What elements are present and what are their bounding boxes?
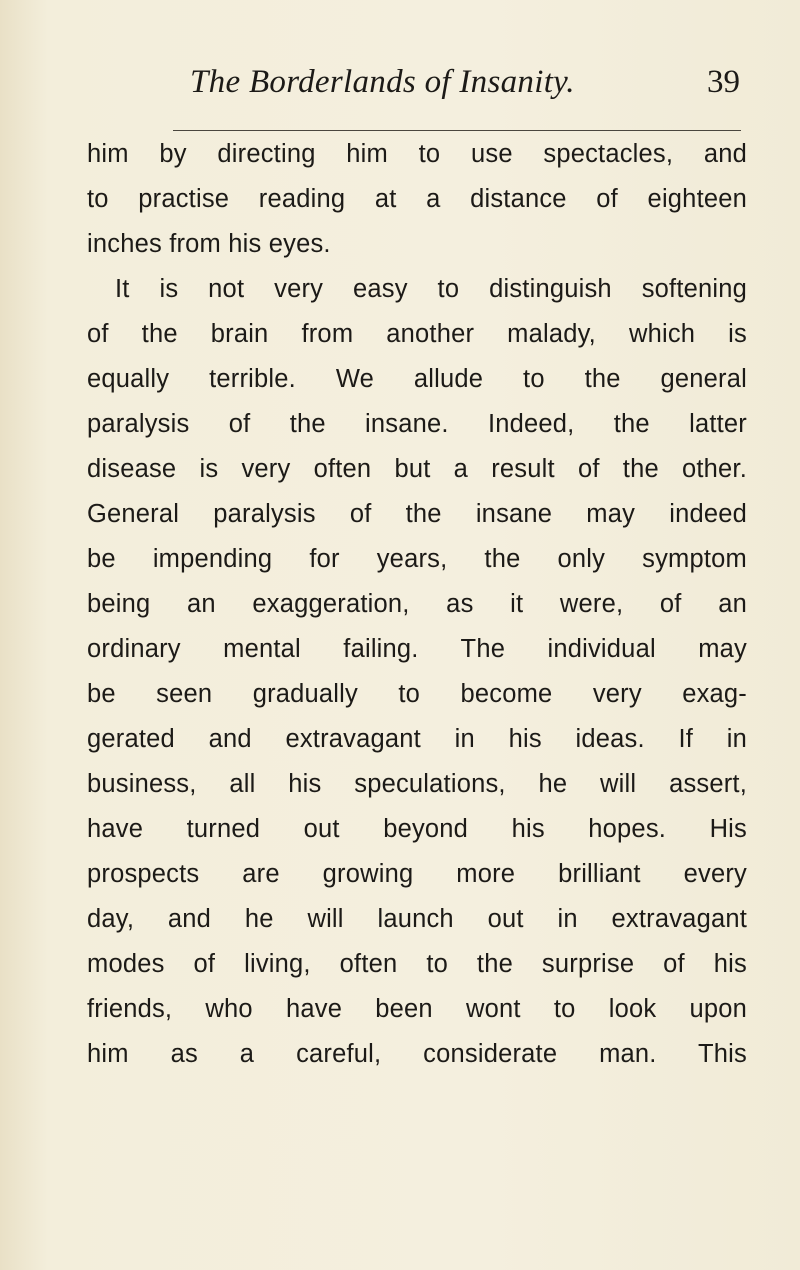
text-line: inches from his eyes. bbox=[87, 230, 331, 258]
page-number: 39 bbox=[707, 64, 740, 100]
text-line: being an exaggeration, as it were, of an bbox=[87, 590, 747, 618]
text-line: him by directing him to use spectacles, and bbox=[87, 140, 747, 168]
text-line: modes of living, often to the surprise of his bbox=[87, 950, 747, 978]
text-line: have turned out beyond his hopes. His bbox=[87, 815, 747, 843]
text-line: be impending for years, the only symptom bbox=[87, 545, 747, 573]
text-line: gerated and extravagant in his ideas. If in bbox=[87, 725, 747, 753]
body-text bbox=[87, 132, 747, 1077]
text-line: to practise reading at a distance of eighteen bbox=[87, 185, 747, 213]
text-line: It is not very easy to distinguish softening bbox=[115, 275, 747, 303]
text-line: of the brain from another malady, which is bbox=[87, 320, 747, 348]
text-line: disease is very often but a result of the other. bbox=[87, 455, 747, 483]
text-line: paralysis of the insane. Indeed, the latter bbox=[87, 410, 747, 438]
text-line: him as a careful, considerate man. This bbox=[87, 1040, 747, 1068]
running-head-title: The Borderlands of Insanity. bbox=[190, 64, 575, 100]
running-head bbox=[190, 64, 740, 112]
text-line: ordinary mental failing. The individual may bbox=[87, 635, 747, 663]
text-line: friends, who have been wont to look upon bbox=[87, 995, 747, 1023]
header-rule bbox=[173, 130, 741, 131]
text-line: prospects are growing more brilliant every bbox=[87, 860, 747, 888]
text-line: day, and he will launch out in extravagant bbox=[87, 905, 747, 933]
text-line: be seen gradually to become very exag- bbox=[87, 680, 747, 708]
text-line: business, all his speculations, he will assert, bbox=[87, 770, 747, 798]
text-line: equally terrible. We allude to the general bbox=[87, 365, 747, 393]
text-line: General paralysis of the insane may indeed bbox=[87, 500, 747, 528]
